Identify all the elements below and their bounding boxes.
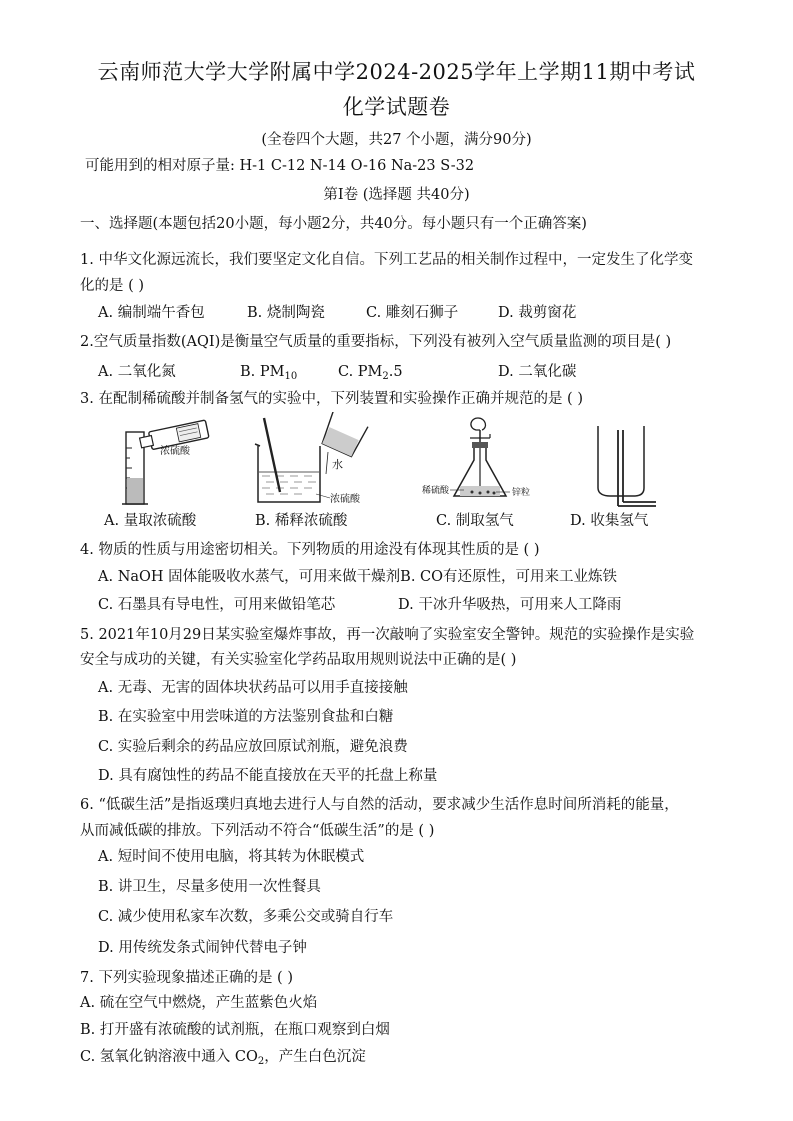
q6-stem-line1: 6. “低碳生活”是指返璞归真地去进行人与自然的活动，要求减少生活作息时间所消耗的能量， [80,797,679,813]
q4-option-c: C. 石墨具有导电性，可用来做铅笔芯 [98,597,336,613]
q7-option-c [80,1047,366,1072]
q1-stem-line1: 1. 中华文化源远流长，我们要坚定文化自信。下列工艺品的相关制作过程中，一定发生了化学变 [80,252,693,268]
q1-option-c: C. 雕刻石狮子 [366,305,459,321]
q2-option-b [240,362,297,387]
figure-b-label-water: 水 [332,458,343,471]
q2-option-d: D. 二氧化碳 [498,364,577,380]
figure-c-produce-hydrogen [420,412,545,507]
q5-stem-line2: 安全与成功的关键，有关实验室化学药品取用规则说法中正确的是( ) [80,652,517,668]
q5-stem-line1: 5. 2021年10月29日某实验室爆炸事故，再一次敲响了实验室安全警钟。规范的实验操作是实验 [80,627,695,643]
q2-option-c-subscript: 2 [382,371,389,382]
q4-option-d: D. 干冰升华吸热，可用来人工降雨 [398,597,622,613]
q5-option-b: B. 在实验室中用尝味道的方法鉴别食盐和白糖 [98,709,394,725]
q7-option-a: A. 硫在空气中燃烧，产生蓝紫色火焰 [80,995,318,1011]
q7-option-c-subscript: 2 [257,1056,265,1067]
q6-option-d: D. 用传统发条式闹钟代替电子钟 [98,940,307,956]
q5-option-d: D. 具有腐蚀性的药品不能直接放在天平的托盘上称量 [98,768,438,784]
figure-a-label: 浓硫酸 [160,446,190,457]
q2-option-c-suffix: .5 [388,364,403,380]
figure-a-measure-acid [118,418,223,508]
q2-option-c [338,362,403,387]
q2-option-c-text: C. PM [338,364,383,380]
figure-d-collect-hydrogen [590,418,660,508]
exam-title-line2: 化学试题卷 [342,95,451,119]
section1-title: 第Ⅰ卷 (选择题 共40分) [323,187,470,203]
q6-option-c: C. 减少使用私家车次数，多乘公交或骑自行车 [98,909,394,925]
q5-option-a: A. 无毒、无害的固体块状药品可以用手直接接触 [98,680,408,696]
figure-c-label-acid: 稀硫酸 [422,486,450,496]
figure-b-dilute-acid [250,412,375,507]
q1-option-d: D. 裁剪窗花 [498,305,577,321]
exam-subtitle: (全卷四个大题，共27 个小题，满分90分) [261,132,532,148]
q7-option-c-text: C. 氢氧化钠溶液中通入 CO [80,1049,258,1065]
q2-option-b-subscript: 10 [284,371,298,382]
q6-option-a: A. 短时间不使用电脑，将其转为休眠模式 [98,849,365,865]
q1-option-b: B. 烧制陶瓷 [247,305,325,321]
q1-option-a: A. 编制端午香包 [98,305,205,321]
q7-option-b: B. 打开盛有浓硫酸的试剂瓶，在瓶口观察到白烟 [80,1022,390,1038]
q3-option-a: A. 量取浓硫酸 [104,513,197,529]
q2-stem: 2.空气质量指数(AQI)是衡量空气质量的重要指标，下列没有被列入空气质量监测的项目是( ) [80,334,672,350]
q5-option-c: C. 实验后剩余的药品应放回原试剂瓶，避免浪费 [98,739,408,755]
q4-options-ab: A. NaOH 固体能吸收水蒸气，可用来做干燥剂B. CO有还原性，可用来工业炼铁 [98,569,618,585]
q7-stem: 7. 下列实验现象描述正确的是 ( ) [80,970,293,986]
exam-title-line1: 云南师范大学大学附属中学2024-2025学年上学期11期中考试 [97,60,696,84]
q6-option-b: B. 讲卫生，尽量多使用一次性餐具 [98,879,321,895]
q2-option-b-text: B. PM [240,364,285,380]
atomic-masses: 可能用到的相对原子量: H-1 C-12 N-14 O-16 Na-23 S-32 [85,158,475,174]
q7-option-c-suffix: ，产生白色沉淀 [264,1049,366,1065]
q2-option-a: A. 二氧化氮 [98,364,176,380]
figure-c-label-zinc: 锌粒 [512,488,531,498]
q3-option-d: D. 收集氢气 [570,513,649,529]
q1-stem-line2: 化的是 ( ) [80,278,145,294]
q3-option-b: B. 稀释浓硫酸 [255,513,348,529]
part1-heading: 一、选择题(本题包括20小题，每小题2分，共40分。每小题只有一个正确答案) [80,216,587,232]
q3-option-c: C. 制取氢气 [436,513,514,529]
q3-stem: 3. 在配制稀硫酸并制备氢气的实验中，下列装置和实验操作正确并规范的是 ( ) [80,391,583,407]
q4-stem: 4. 物质的性质与用途密切相关。下列物质的用途没有体现其性质的是 ( ) [80,542,540,558]
q6-stem-line2: 从而减低碳的排放。下列活动不符合“低碳生活”的是 ( ) [80,823,435,839]
figure-b-label-acid: 浓硫酸 [330,494,360,505]
